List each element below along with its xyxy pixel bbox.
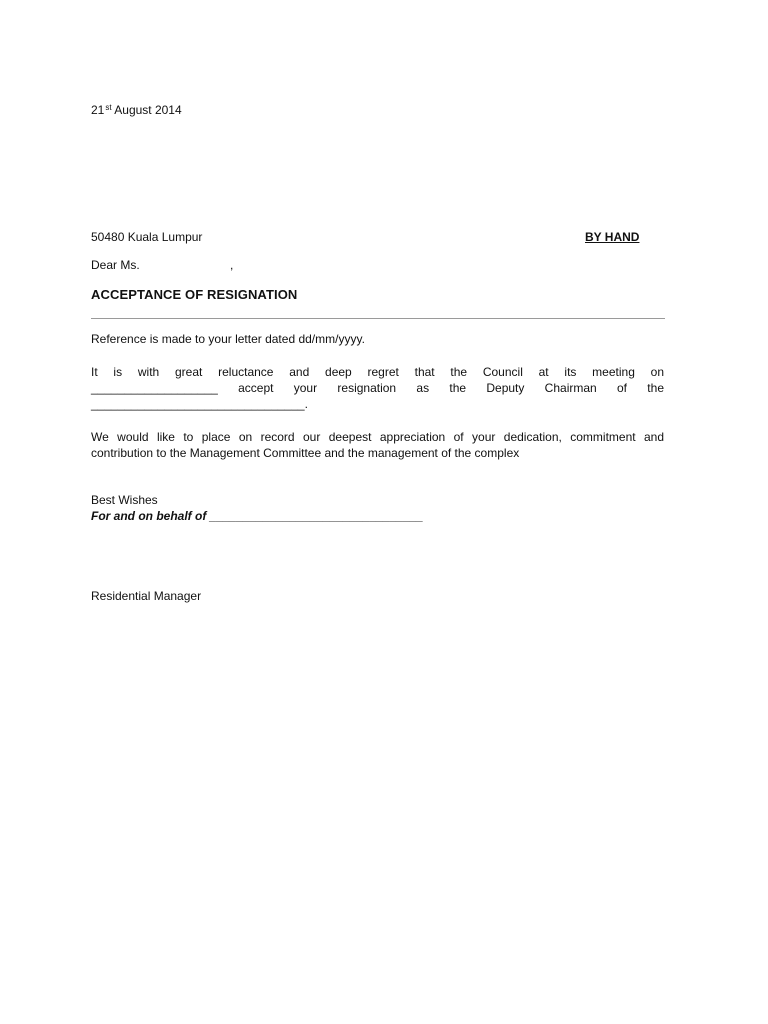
- date-day: 21: [91, 103, 105, 117]
- letter-date: [91, 103, 182, 117]
- paragraph-line: ___________________ accept your resignation as the Deputy Chairman of the: [91, 381, 664, 395]
- paragraph-reference: Reference is made to your letter dated dd/mm/yyyy.: [91, 332, 365, 346]
- recipient-address: 50480 Kuala Lumpur: [91, 230, 203, 244]
- letter-subject: ACCEPTANCE OF RESIGNATION: [91, 287, 298, 302]
- delivery-method: BY HAND: [585, 230, 640, 244]
- on-behalf-line: For and on behalf of ________________________________: [91, 509, 424, 523]
- date-rest: August 2014: [111, 103, 182, 117]
- subject-divider: [91, 318, 665, 319]
- paragraph-line: contribution to the Management Committee and the management of the complex: [91, 446, 520, 460]
- paragraph-line: We would like to place on record our deepest appreciation of your dedication, commitment and: [91, 430, 664, 444]
- paragraph-resignation: [91, 364, 664, 412]
- salutation-text: Dear Ms.: [91, 258, 140, 272]
- closing: Best Wishes: [91, 493, 158, 507]
- salutation: [91, 258, 234, 272]
- salutation-comma: ,: [230, 258, 234, 272]
- signer-title: Residential Manager: [91, 589, 202, 603]
- paragraph-appreciation: [91, 429, 664, 461]
- paragraph-line: It is with great reluctance and deep regret that the Council at its meeting on: [91, 365, 664, 379]
- date-suffix: st: [105, 103, 112, 112]
- paragraph-line: ________________________________.: [91, 397, 308, 411]
